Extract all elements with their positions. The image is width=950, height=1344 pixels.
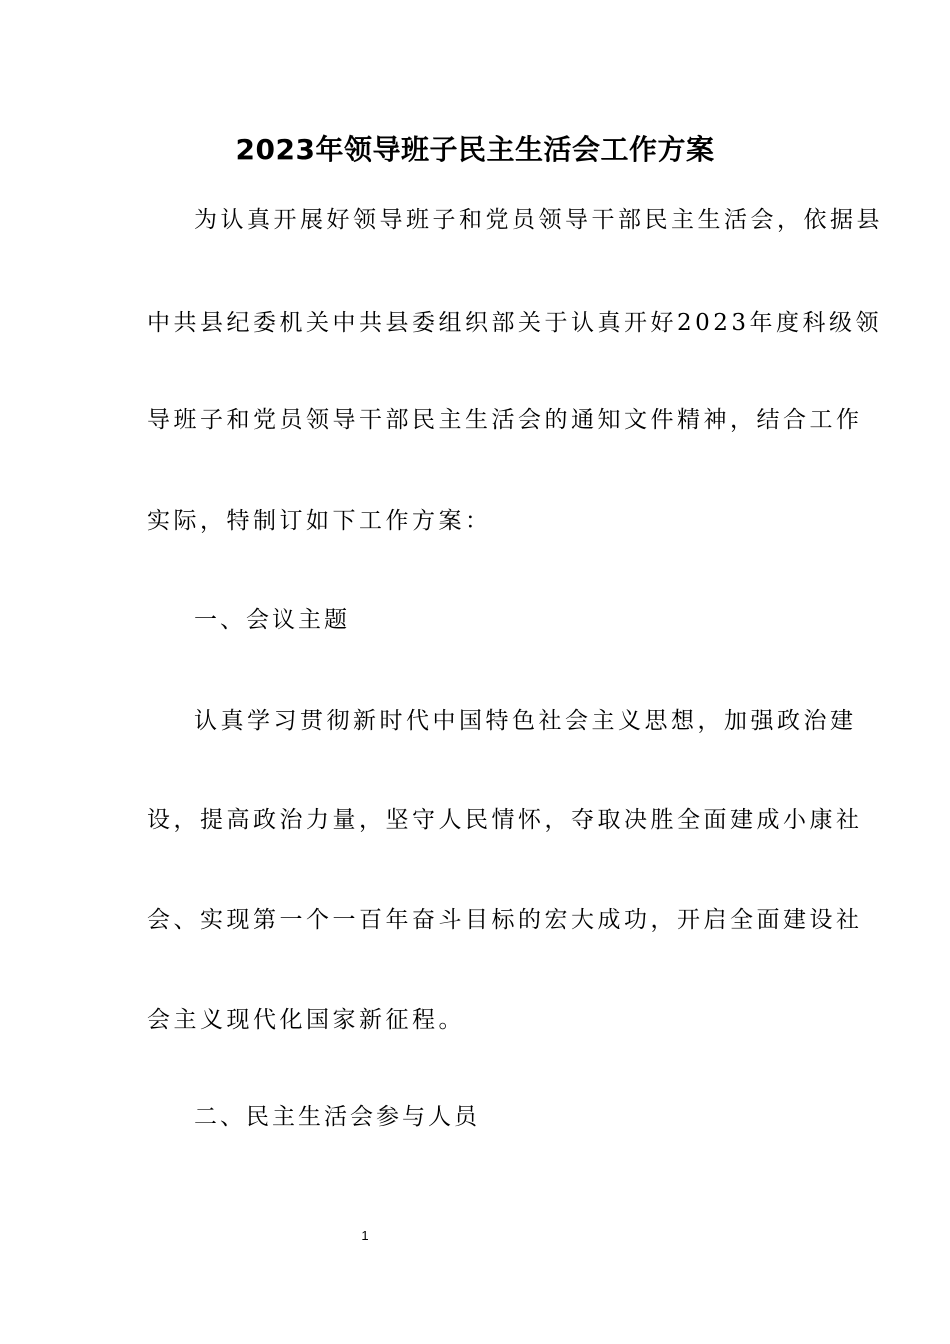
page-number: 1 bbox=[361, 1228, 369, 1243]
intro-line-2: 中共县纪委机关中共县委组织部关于认真开好2023年度科级领 bbox=[147, 310, 883, 336]
section-2-heading: 二、民主生活会参与人员 bbox=[194, 1104, 480, 1130]
intro-line-1: 为认真开展好领导班子和党员领导干部民主生活会，依据县 bbox=[194, 207, 883, 233]
intro-line-3: 导班子和党员领导干部民主生活会的通知文件精神，结合工作 bbox=[147, 407, 863, 433]
intro-line-4: 实际，特制订如下工作方案： bbox=[147, 508, 492, 534]
section-1-line-4: 会主义现代化国家新征程。 bbox=[147, 1007, 465, 1033]
document-title: 2023年领导班子民主生活会工作方案 bbox=[235, 133, 715, 166]
section-1-line-3: 会、实现第一个一百年奋斗目标的宏大成功，开启全面建设社 bbox=[147, 907, 863, 933]
section-1-heading: 一、会议主题 bbox=[194, 607, 350, 633]
section-1-line-1: 认真学习贯彻新时代中国特色社会主义思想，加强政治建 bbox=[194, 708, 857, 734]
section-1-line-2: 设，提高政治力量，坚守人民情怀，夺取决胜全面建成小康社 bbox=[147, 807, 863, 833]
